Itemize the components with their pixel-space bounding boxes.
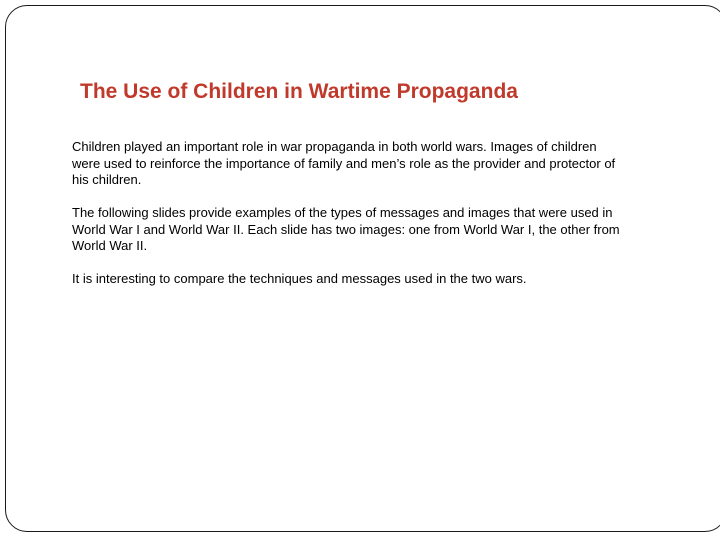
- paragraph-line: were used to reinforce the importance of family and men’s role as the provider and protector of: [72, 155, 616, 171]
- paragraph-comparison: [72, 271, 672, 288]
- paragraph-line: his children.: [72, 172, 142, 187]
- paragraph-line: It is interesting to compare the techniques and messages used in the two wars.: [72, 271, 527, 286]
- paragraph-line: World War II.: [72, 238, 148, 253]
- slide-body: [72, 139, 672, 304]
- slide-title: The Use of Children in Wartime Propaganda: [80, 80, 518, 103]
- paragraph-intro: [72, 139, 672, 189]
- paragraph-line: Children played an important role in war propaganda in both world wars. Images of children: [72, 139, 597, 154]
- paragraph-line: World War I and World War II. Each slide has two images: one from World War I, the other from: [72, 221, 620, 237]
- paragraph-line: The following slides provide examples of the types of messages and images that were used in: [72, 205, 613, 220]
- paragraph-slides-overview: [72, 205, 672, 255]
